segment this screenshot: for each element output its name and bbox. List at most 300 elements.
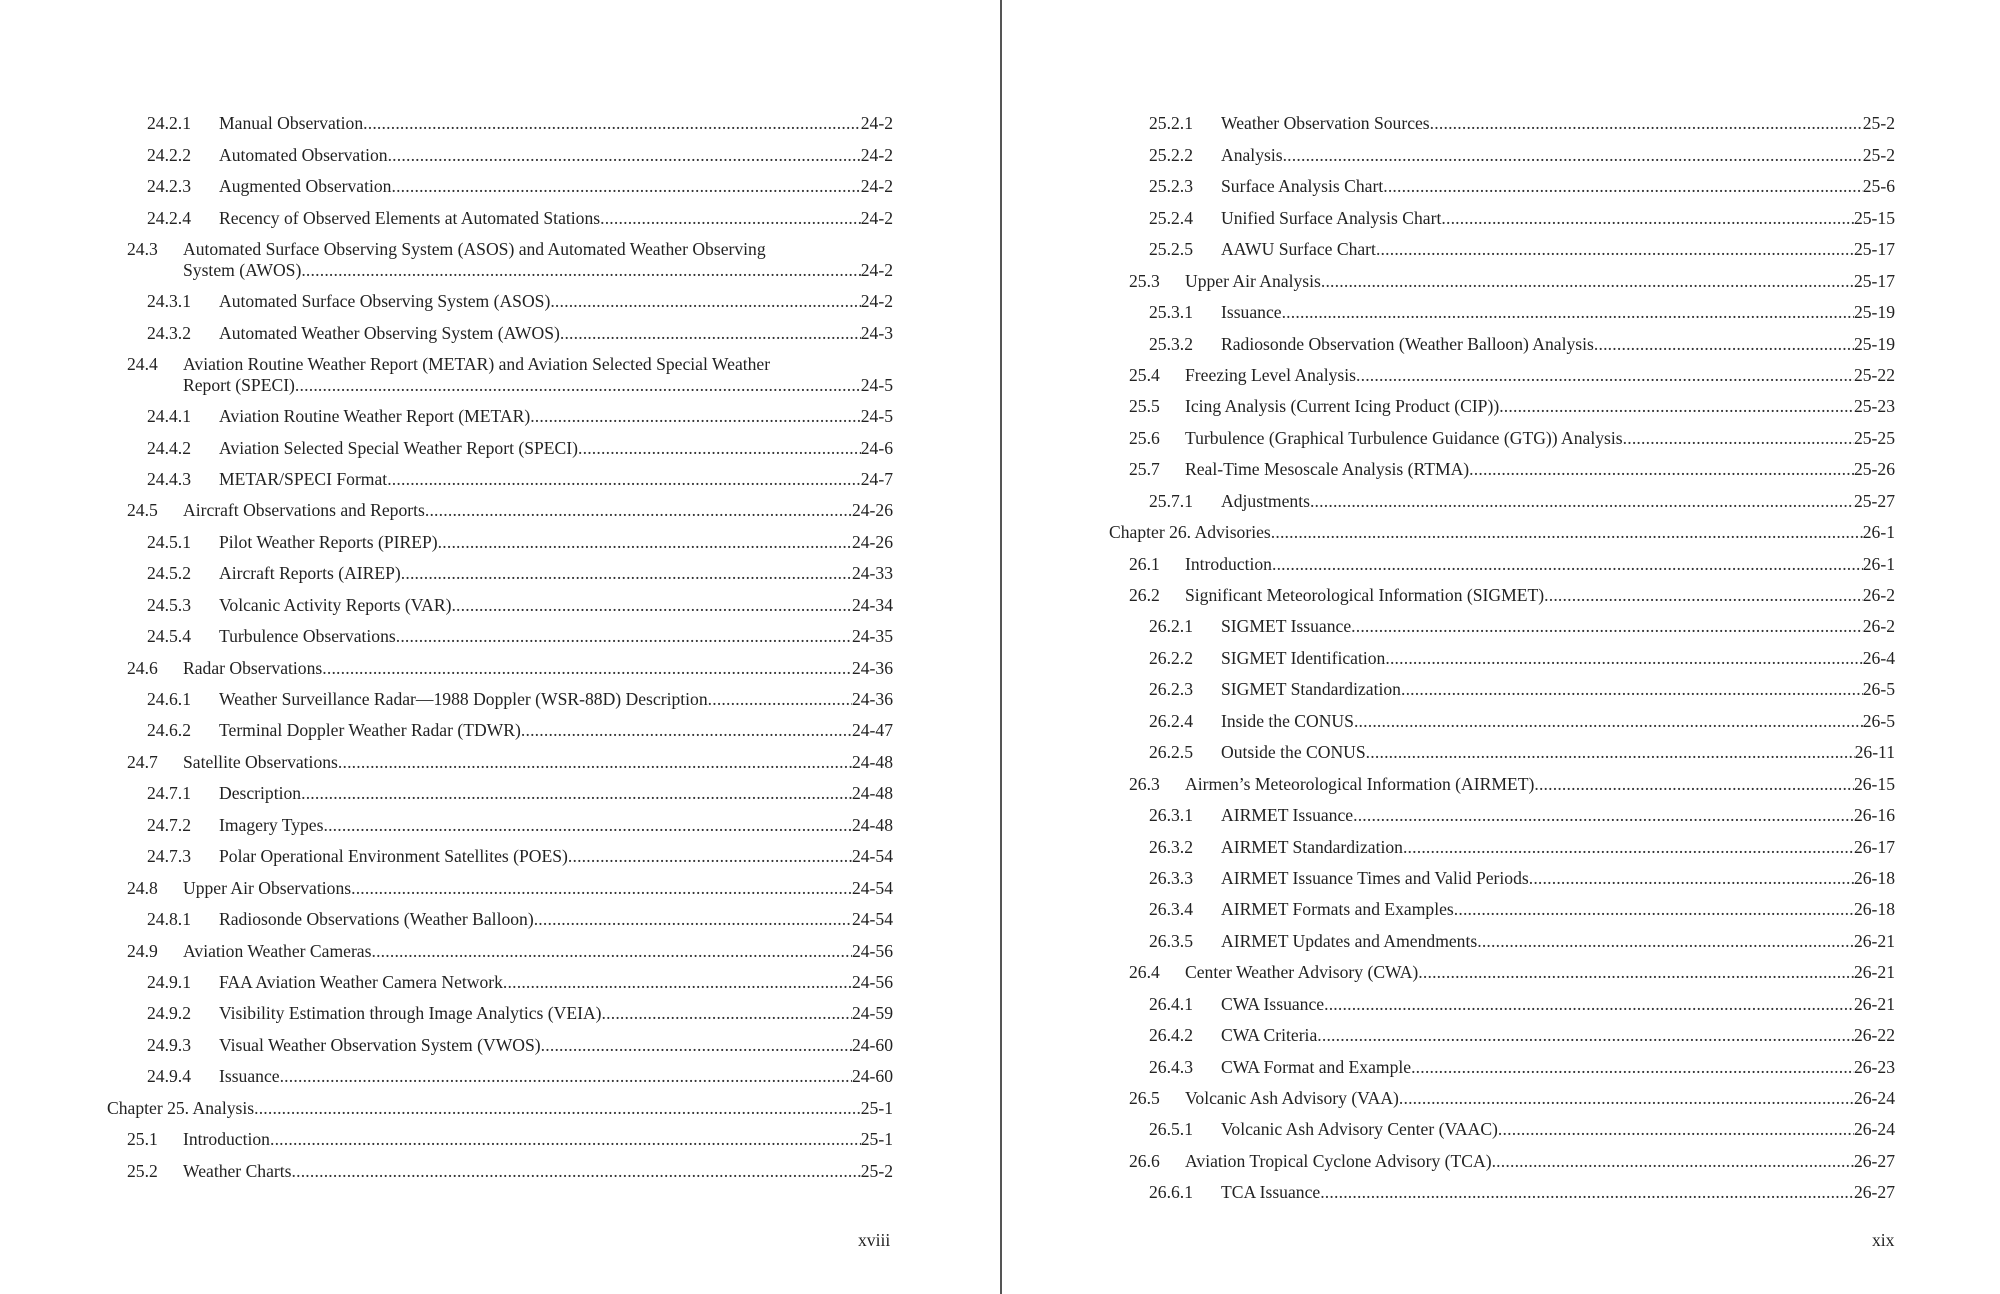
section-title: SIGMET Standardization — [1221, 679, 1401, 700]
page-reference: 24-36 — [851, 689, 893, 709]
page-reference: 24-34 — [851, 594, 893, 615]
page-reference: 24-36 — [851, 657, 893, 678]
toc-entry[interactable] — [1109, 1046, 1895, 1077]
section-number: 26.3.5 — [1149, 930, 1193, 951]
section-title: Polar Operational Environment Satellites (POES) — [219, 846, 568, 867]
section-title-continued: Report (SPECI) — [183, 374, 295, 395]
table-of-contents-left — [107, 103, 893, 1182]
section-title: Chapter 25. Analysis — [107, 1097, 255, 1118]
section-title: Automated Surface Observing System (ASOS) — [219, 291, 551, 312]
section-title: Introduction — [1185, 553, 1272, 574]
page-reference: 25-2 — [1862, 113, 1895, 134]
section-number: 26.2.2 — [1149, 647, 1193, 668]
page-reference: 26-1 — [1862, 553, 1895, 574]
section-title: Aviation Selected Special Weather Report (SPECI) — [219, 437, 578, 458]
page-reference: 26-16 — [1853, 805, 1895, 826]
toc-entry[interactable] — [107, 396, 893, 427]
toc-entry[interactable] — [1109, 795, 1895, 826]
dot-leader — [1283, 144, 1863, 166]
section-number: 25.2.5 — [1149, 239, 1193, 260]
dot-leader — [323, 814, 851, 836]
section-number: 26.3.2 — [1149, 836, 1193, 857]
toc-entry[interactable] — [107, 521, 893, 552]
toc-entry[interactable] — [1109, 575, 1895, 606]
dot-leader — [351, 877, 852, 899]
page-reference: 24-33 — [851, 563, 893, 584]
page-reference: 24-2 — [860, 291, 893, 312]
page-reference: 25-1 — [860, 1129, 893, 1150]
toc-entry[interactable] — [1109, 480, 1895, 511]
dot-leader — [387, 468, 861, 490]
dot-leader — [1354, 710, 1863, 732]
toc-entry[interactable] — [1109, 229, 1895, 260]
dot-leader — [371, 940, 851, 962]
toc-entry[interactable] — [107, 281, 893, 312]
toc-entry[interactable] — [107, 166, 893, 197]
page-reference: 26-5 — [1862, 710, 1895, 731]
toc-entry[interactable] — [1109, 732, 1895, 763]
section-title: CWA Issuance — [1221, 993, 1325, 1014]
section-number: 24.6 — [127, 657, 158, 678]
section-title: Satellite Observations — [183, 751, 338, 772]
section-number: 26.3.3 — [1149, 867, 1193, 888]
toc-entry[interactable] — [107, 344, 893, 396]
section-number: 24.2.4 — [147, 207, 191, 228]
toc-entry[interactable] — [1109, 260, 1895, 291]
toc-entry[interactable] — [1109, 543, 1895, 574]
section-number: 24.7.1 — [147, 783, 191, 804]
toc-entry[interactable] — [107, 930, 893, 961]
section-title: Surface Analysis Chart — [1221, 176, 1384, 197]
section-title: Radar Observations — [183, 657, 323, 678]
toc-entry[interactable] — [1109, 197, 1895, 228]
toc-entry[interactable] — [107, 229, 893, 281]
dot-leader — [1411, 1056, 1854, 1078]
dot-leader — [391, 175, 860, 197]
page-reference: 26-21 — [1853, 993, 1895, 1014]
page-reference: 25-19 — [1853, 302, 1895, 323]
page-reference: 26-11 — [1854, 742, 1895, 763]
toc-entry[interactable] — [107, 1056, 893, 1087]
page-reference: 25-1 — [860, 1097, 893, 1118]
section-number: 24.5 — [127, 500, 158, 521]
section-title: Issuance — [1221, 302, 1282, 323]
dot-leader — [280, 1065, 852, 1087]
section-number: 25.2 — [127, 1160, 158, 1181]
section-number: 26.3.4 — [1149, 899, 1193, 920]
toc-entry[interactable] — [1109, 858, 1895, 889]
dot-leader — [1353, 804, 1854, 826]
section-number: 24.2.1 — [147, 113, 191, 134]
dot-leader — [521, 719, 852, 741]
page-number-left: xviii — [858, 1230, 891, 1250]
page-reference: 24-5 — [860, 374, 893, 395]
section-title: AAWU Surface Chart — [1221, 239, 1376, 260]
section-number: 26.4.3 — [1149, 1056, 1193, 1077]
dot-leader — [1351, 615, 1863, 637]
toc-entry[interactable] — [1109, 449, 1895, 480]
dot-leader — [270, 1128, 861, 1150]
section-number: 25.2.4 — [1149, 207, 1193, 228]
dot-leader — [550, 290, 860, 312]
section-title: Inside the CONUS — [1221, 710, 1354, 731]
section-number: 26.2.4 — [1149, 710, 1193, 731]
page-reference: 24-35 — [851, 626, 893, 647]
page-reference: 24-59 — [851, 1003, 893, 1024]
dot-leader — [338, 751, 852, 773]
page-reference: 24-54 — [851, 846, 893, 867]
toc-entry[interactable] — [1109, 103, 1895, 134]
section-title: CWA Criteria — [1221, 1025, 1318, 1046]
dot-leader — [388, 144, 861, 166]
section-number: 24.7.2 — [147, 814, 191, 835]
section-number: 24.3.1 — [147, 291, 191, 312]
dot-leader — [451, 594, 852, 616]
section-number: 24.3.2 — [147, 322, 191, 343]
section-title: CWA Format and Example — [1221, 1056, 1412, 1077]
section-title: Turbulence (Graphical Turbulence Guidance (GTG)) Analysis — [1185, 427, 1623, 448]
page-reference: 26-24 — [1853, 1088, 1895, 1108]
dot-leader — [578, 437, 861, 459]
page-reference: 24-54 — [851, 909, 893, 930]
section-title: Volcanic Ash Advisory (VAA) — [1185, 1088, 1399, 1108]
section-number: 24.9.1 — [147, 971, 191, 992]
dot-leader — [503, 971, 852, 993]
section-title-continued: System (AWOS) — [183, 259, 302, 280]
toc-entry[interactable] — [1109, 292, 1895, 323]
dot-leader — [301, 259, 860, 281]
section-number: 25.7.1 — [1149, 490, 1193, 511]
section-title: Icing Analysis (Current Icing Product (CIP)) — [1185, 396, 1500, 417]
section-number: 26.6 — [1129, 1150, 1160, 1171]
page-reference: 26-21 — [1853, 930, 1895, 951]
dot-leader — [1320, 1181, 1854, 1203]
section-title: Aviation Weather Cameras — [183, 940, 372, 961]
toc-entry[interactable] — [1109, 1109, 1895, 1140]
page-reference: 25-15 — [1853, 207, 1895, 228]
toc-entry[interactable] — [1109, 763, 1895, 794]
page-reference: 25-27 — [1853, 490, 1895, 511]
section-title: Visibility Estimation through Image Analytics (VEIA) — [219, 1003, 602, 1024]
section-title: Aircraft Observations and Reports — [183, 500, 425, 521]
section-title: AIRMET Updates and Amendments — [1221, 930, 1478, 951]
dot-leader — [530, 405, 861, 427]
section-title: Manual Observation — [219, 113, 364, 134]
page-reference: 24-2 — [860, 144, 893, 165]
dot-leader — [254, 1097, 861, 1119]
dot-leader — [1383, 175, 1863, 197]
toc-entry[interactable] — [1109, 512, 1895, 543]
dot-leader — [1376, 238, 1854, 260]
section-title: METAR/SPECI Format — [219, 468, 388, 489]
section-title: Upper Air Analysis — [1185, 270, 1321, 291]
section-number: 24.5.3 — [147, 594, 191, 615]
toc-entry[interactable] — [1109, 323, 1895, 354]
dot-leader — [322, 657, 852, 679]
toc-entry[interactable] — [1109, 355, 1895, 386]
section-title: Automated Observation — [219, 144, 388, 165]
section-number: 25.3 — [1129, 270, 1160, 291]
dot-leader — [1321, 270, 1854, 292]
page-reference: 26-27 — [1853, 1150, 1895, 1171]
section-number: 24.9.2 — [147, 1003, 191, 1024]
section-number: 26.6.1 — [1149, 1182, 1193, 1203]
section-number: 25.7 — [1129, 459, 1160, 480]
dot-leader — [401, 562, 852, 584]
section-title: Real-Time Mesoscale Analysis (RTMA) — [1185, 459, 1470, 480]
right-page — [1002, 0, 2000, 1294]
section-number: 25.2.1 — [1149, 113, 1193, 134]
toc-entry[interactable] — [1109, 920, 1895, 951]
section-title: Automated Weather Observing System (AWOS) — [219, 322, 560, 343]
dot-leader — [1282, 301, 1854, 323]
toc-entry[interactable] — [107, 1119, 893, 1150]
section-number: 26.4.1 — [1149, 993, 1193, 1014]
section-title: TCA Issuance — [1221, 1182, 1321, 1203]
section-number: 26.5.1 — [1149, 1119, 1193, 1140]
dot-leader — [534, 908, 852, 930]
toc-entry[interactable] — [107, 459, 893, 490]
toc-entry[interactable] — [1109, 1015, 1895, 1046]
section-title: Recency of Observed Elements at Automated Stations — [219, 207, 601, 228]
section-title: AIRMET Standardization — [1221, 836, 1403, 857]
page-reference: 26-4 — [1862, 647, 1895, 668]
toc-entry[interactable] — [1109, 669, 1895, 700]
dot-leader — [600, 207, 861, 229]
dot-leader — [1366, 741, 1855, 763]
section-title: Introduction — [183, 1129, 270, 1150]
page-reference: 24-60 — [851, 1034, 893, 1055]
section-title: Weather Charts — [183, 1160, 292, 1181]
section-number: 26.3.1 — [1149, 805, 1193, 826]
toc-entry[interactable] — [107, 962, 893, 993]
section-title: Weather Surveillance Radar—1988 Doppler (WSR-88D) Description — [219, 689, 708, 709]
section-title: Volcanic Ash Advisory Center (VAAC) — [1221, 1119, 1498, 1140]
toc-entry[interactable] — [107, 1150, 893, 1181]
toc-entry[interactable] — [1109, 1078, 1895, 1109]
section-title: Imagery Types — [219, 814, 324, 835]
dot-leader — [1385, 647, 1862, 669]
section-number: 24.6.2 — [147, 720, 191, 741]
page-reference: 24-2 — [860, 259, 893, 280]
dot-leader — [568, 845, 852, 867]
section-number: 24.5.1 — [147, 531, 191, 552]
page-reference: 24-48 — [851, 814, 893, 835]
dot-leader — [1544, 584, 1863, 606]
toc-entry[interactable] — [107, 836, 893, 867]
toc-entry[interactable] — [107, 647, 893, 678]
toc-entry[interactable] — [1109, 606, 1895, 637]
section-number: 24.4.3 — [147, 468, 191, 489]
page-reference: 25-22 — [1853, 364, 1895, 385]
page-reference: 24-2 — [860, 207, 893, 228]
toc-entry[interactable] — [107, 899, 893, 930]
section-number: 24.9.4 — [147, 1066, 191, 1087]
toc-entry[interactable] — [1109, 826, 1895, 857]
section-title: SIGMET Identification — [1221, 647, 1386, 668]
dot-leader — [1356, 364, 1854, 386]
toc-entry[interactable] — [107, 197, 893, 228]
toc-entry[interactable] — [1109, 637, 1895, 668]
section-number: 25.4 — [1129, 364, 1160, 385]
page-reference: 26-21 — [1853, 962, 1895, 983]
dot-leader — [1430, 112, 1863, 134]
section-number: 26.2.3 — [1149, 679, 1193, 700]
section-title: AIRMET Issuance — [1221, 805, 1354, 826]
toc-entry[interactable] — [107, 312, 893, 343]
entry-first-line — [107, 238, 893, 259]
page-reference: 25-19 — [1853, 333, 1895, 354]
page-reference: 24-2 — [860, 176, 893, 197]
page-reference: 25-2 — [1862, 144, 1895, 165]
dot-leader — [1403, 836, 1854, 858]
toc-entry[interactable] — [1109, 889, 1895, 920]
toc-entry[interactable] — [1109, 952, 1895, 983]
section-title: Significant Meteorological Information (SIGMET) — [1185, 585, 1545, 605]
section-number: 25.5 — [1129, 396, 1160, 417]
section-number: 25.2.3 — [1149, 176, 1193, 197]
section-number: 24.4.1 — [147, 406, 191, 427]
section-title: Aviation Tropical Cyclone Advisory (TCA) — [1185, 1150, 1492, 1171]
section-number: 25.3.2 — [1149, 333, 1193, 354]
section-number: 26.4 — [1129, 962, 1160, 983]
section-number: 24.7.3 — [147, 846, 191, 867]
dot-leader — [1594, 333, 1854, 355]
page-reference: 24-5 — [860, 406, 893, 427]
dot-leader — [301, 782, 852, 804]
section-title: AIRMET Issuance Times and Valid Periods — [1221, 867, 1529, 888]
section-number: 24.8.1 — [147, 909, 191, 930]
page-reference: 26-18 — [1853, 899, 1895, 920]
toc-entry[interactable] — [1109, 700, 1895, 731]
section-number: 24.9.3 — [147, 1034, 191, 1055]
toc-entry[interactable] — [1109, 1140, 1895, 1171]
dot-leader — [396, 625, 852, 647]
section-title: Airmen’s Meteorological Information (AIRMET) — [1185, 773, 1535, 794]
section-number: 25.1 — [127, 1129, 158, 1150]
section-title: Adjustments — [1221, 490, 1310, 511]
dot-leader — [1529, 867, 1854, 889]
toc-entry[interactable] — [107, 616, 893, 647]
page-reference: 24-3 — [860, 322, 893, 343]
table-of-contents-right — [1109, 103, 1895, 1203]
section-number: 24.8 — [127, 877, 158, 898]
toc-entry[interactable] — [107, 741, 893, 772]
page-reference: 24-60 — [851, 1066, 893, 1087]
toc-entry[interactable] — [1109, 134, 1895, 165]
page-reference: 24-48 — [851, 751, 893, 772]
toc-entry[interactable] — [107, 679, 893, 710]
page-reference: 24-56 — [851, 940, 893, 961]
section-number: 26.1 — [1129, 553, 1160, 574]
section-title: Radiosonde Observation (Weather Balloon) Analysis — [1221, 333, 1594, 354]
page-reference: 26-2 — [1862, 585, 1895, 605]
toc-entry[interactable] — [107, 993, 893, 1024]
toc-entry[interactable] — [107, 710, 893, 741]
section-title: Augmented Observation — [219, 176, 392, 197]
section-title: Outside the CONUS — [1221, 742, 1366, 763]
section-title: Turbulence Observations — [219, 626, 396, 647]
section-title: Radiosonde Observations (Weather Balloon) — [219, 909, 534, 930]
section-title: Aircraft Reports (AIREP) — [219, 563, 401, 584]
page-reference: 25-17 — [1853, 239, 1895, 260]
page-reference: 26-23 — [1853, 1056, 1895, 1077]
toc-entry[interactable] — [1109, 386, 1895, 417]
entry-second-line — [107, 259, 893, 281]
page-reference: 25-2 — [860, 1160, 893, 1181]
section-number: 26.2.1 — [1149, 616, 1193, 637]
section-title: Description — [219, 783, 302, 804]
entry-second-line — [107, 374, 893, 396]
page-reference: 25-23 — [1853, 396, 1895, 417]
section-number: 24.5.2 — [147, 563, 191, 584]
dot-leader — [1498, 1118, 1854, 1140]
section-title: AIRMET Formats and Examples — [1221, 899, 1454, 920]
toc-entry[interactable] — [107, 1024, 893, 1055]
section-title: SIGMET Issuance — [1221, 616, 1352, 637]
section-number: 26.3 — [1129, 773, 1160, 794]
dot-leader — [1324, 993, 1854, 1015]
dot-leader — [438, 531, 852, 553]
section-title: Freezing Level Analysis — [1185, 364, 1357, 385]
toc-entry[interactable] — [1109, 166, 1895, 197]
page-reference: 25-17 — [1853, 270, 1895, 291]
page-reference: 24-6 — [860, 437, 893, 458]
dot-leader — [1492, 1150, 1854, 1172]
toc-entry[interactable] — [107, 553, 893, 584]
page-reference: 26-1 — [1862, 522, 1895, 543]
page-reference: 24-26 — [851, 500, 893, 521]
toc-entry[interactable] — [1109, 983, 1895, 1014]
section-title: Issuance — [219, 1066, 280, 1087]
section-number: 24.3 — [127, 238, 158, 259]
dot-leader — [708, 688, 852, 710]
dot-leader — [1401, 678, 1863, 700]
section-number: 25.3.1 — [1149, 302, 1193, 323]
section-title: Chapter 26. Advisories — [1109, 522, 1271, 543]
toc-entry[interactable] — [107, 773, 893, 804]
toc-entry[interactable] — [1109, 417, 1895, 448]
dot-leader — [1477, 930, 1854, 952]
dot-leader — [602, 1002, 852, 1024]
page-reference: 26-22 — [1853, 1025, 1895, 1046]
toc-entry[interactable] — [107, 103, 893, 134]
dot-leader — [1418, 961, 1854, 983]
section-title: Visual Weather Observation System (VWOS) — [219, 1034, 541, 1055]
section-number: 24.9 — [127, 940, 158, 961]
toc-entry[interactable] — [107, 490, 893, 521]
section-title: Terminal Doppler Weather Radar (TDWR) — [219, 720, 521, 741]
section-title: Upper Air Observations — [183, 877, 352, 898]
entry-first-line — [107, 353, 893, 374]
section-number: 24.4.2 — [147, 437, 191, 458]
dot-leader — [1317, 1024, 1854, 1046]
dot-leader — [1499, 395, 1854, 417]
section-title: Aviation Routine Weather Report (METAR) — [219, 406, 531, 427]
toc-entry[interactable] — [107, 867, 893, 898]
section-title: Volcanic Activity Reports (VAR) — [219, 594, 452, 615]
toc-entry[interactable] — [107, 427, 893, 458]
toc-entry[interactable] — [107, 1087, 893, 1118]
section-title: Aviation Routine Weather Report (METAR) and Aviation Selected Special Weather — [183, 353, 771, 374]
section-number: 26.5 — [1129, 1088, 1160, 1108]
dot-leader — [541, 1034, 852, 1056]
toc-entry[interactable] — [1109, 1172, 1895, 1203]
toc-entry[interactable] — [107, 584, 893, 615]
toc-entry[interactable] — [107, 804, 893, 835]
section-title: Automated Surface Observing System (ASOS) and Automated Weather Observing — [183, 238, 766, 259]
toc-entry[interactable] — [107, 134, 893, 165]
